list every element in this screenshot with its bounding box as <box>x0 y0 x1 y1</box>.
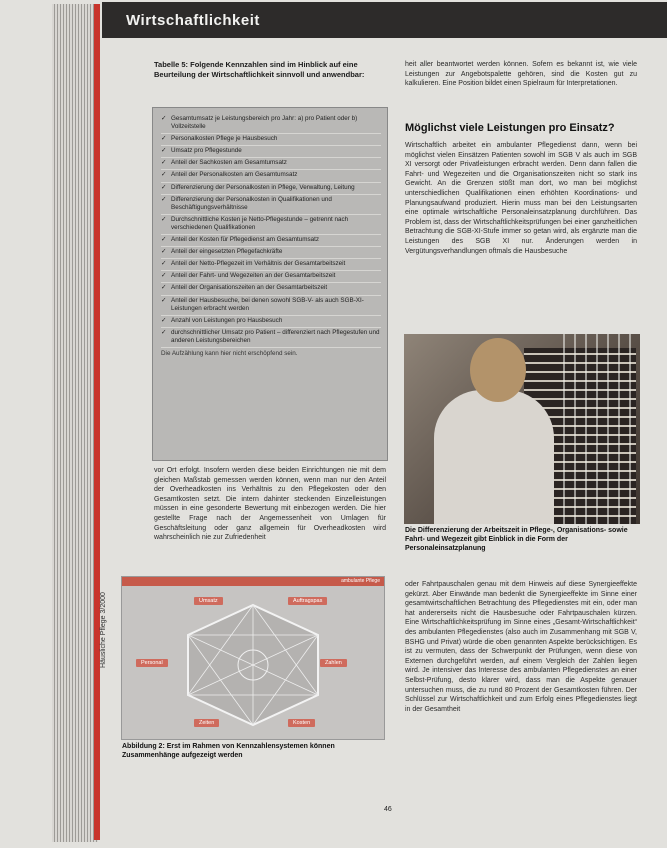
table-list-item: ✓ Umsatz pro Pflegestunde <box>161 146 381 158</box>
table-footer: Die Aufzählung kann hier nicht erschöpfend sein. <box>161 349 298 357</box>
table-list-item: ✓ Anteil der Kosten für Pflegedienst am Gesamtumsatz <box>161 235 381 247</box>
diagram-label-auftrag: Auftragspas <box>288 597 327 605</box>
right-body-text-3: oder Fahrtpauschalen genau mit dem Hinweis auf diese Synergieeffekte gekürzt. Aber Einwände man bedenkt die Synergieeffekte im Sinne einer gesamtwirtschaftlichen Betrachtung des Pflegedienstes mit ein, oder man hat andererseits nicht die Hausbesuche oder Fahrtpauschalen kürzen. Eine Wirtschaftlichkeitsprüfung im Sinne eines „Gesamt-Wirtschaftlichkeit“ des ambulanten Pflegedienstes (also auch im Zusammenhang mit SGB V, BSHG und Privat) würde die oben genannten Aspekte berücksichtigen. Es ist zu vermuten, dass der Schwerpunkt der Prüfungen, wenn diese von Externen durchgeführt werden, auf einem Vergleich der Zahlen liegen wird. Je intensiver das Interesse des ambulanten Pflegedienstes an einer Selbst-Prüfung, desto klarer wird, dass man die Aspekte genauer untersuchen muss, die zu rund 80 Prozent der Gesamtkosten führen. Der Schlüssel zur Wirtschaftlichkeit und zum Erfolg eines Pflegedienstes liegt in der Gesamtheit <box>405 581 637 713</box>
page-stack-edge <box>52 4 98 842</box>
table-list-item: ✓ Anteil der Netto-Pflegezeit im Verhältnis der Gesamtarbeitszeit <box>161 259 381 271</box>
page-number: 46 <box>384 806 392 813</box>
diagram-caption: Abbildung 2: Erst im Rahmen von Kennzahlensystemen können Zusammenhänge aufgezeigt werden <box>122 743 335 759</box>
red-edge-tab <box>94 4 100 840</box>
diagram-label-zahlen: Zahlen <box>320 659 347 667</box>
diagram-label-umsatz: Umsatz <box>194 597 223 605</box>
table-list-item: ✓ durchschnittlicher Umsatz pro Patient – differenziert nach Pflegestufen und anderen Leistungsbereichen <box>161 328 381 348</box>
person-figure <box>434 390 554 524</box>
diagram-label-kosten: Kosten <box>288 719 315 727</box>
planning-board-cards <box>554 334 640 524</box>
table-title: Tabelle 5: Folgende Kennzahlen sind im Hinblick auf eine Beurteilung der Wirtschaftlichkeit sinnvoll und anwendbar: <box>154 60 365 79</box>
kennzahlen-table <box>152 107 388 461</box>
table-list <box>153 108 387 348</box>
hexagon-graphic <box>122 577 384 739</box>
kennzahlen-diagram <box>121 576 385 740</box>
diagram-label-zeiten: Zeiten <box>194 719 219 727</box>
left-body-text: vor Ort erfolgt. Insofern werden diese beiden Einrichtungen nie mit dem gleichen Maßstab gemessen werden können, wenn man nur den Anteil der Overheadkosten ins Verhältnis zu den Pflegekosten oder den Gesamtkosten setzt. Die intern dahinter steckenden Einzelleistungen müssen in eine gesonderte Bewertung mit einbezogen werden. Die hier gestellte Frage nach der Angemessenheit von Umlagen für Geschäftsleitung oder ganz allgemein für Overheadkosten wird wahrscheinlich nie zur Zufriedenheit <box>154 467 386 542</box>
table-list-item: ✓ Anteil der Fahrt- und Wegezeiten an der Gesamtarbeitszeit <box>161 271 381 283</box>
right-body-text-1: heit aller beantwortet werden können. Sofern es bekannt ist, wie viele Leistungen zur Angebotspalette gehören, sind die Kosten gut zu kalkulieren. Eine Position bildet einen Spielraum für Interpretationen. <box>405 61 637 88</box>
table-list-item: ✓ Anzahl von Leistungen pro Hausbesuch <box>161 316 381 328</box>
table-list-item: ✓ Anteil der Organisationszeiten an der Gesamtarbeitszeit <box>161 283 381 295</box>
image-credit: Häusliche Pflege 3/2000 <box>100 592 107 668</box>
right-body-text-2: Wirtschaftlich arbeitet ein ambulanter Pflegedienst dann, wenn bei möglichst vielen Einsätzen Patienten sowohl im SGB V als auch im SGB XI versorgt oder Privatleistungen erbracht werden. Denn dann fallen die Fahrt- und Wegezeiten und die Organisationszeiten nicht so stark ins Gewicht. An die Grenzen stößt man dort, wo man bei möglichst unterschiedlichen Qualifikationen einen erhöhten Koordinations- und Planungsaufwand produziert. Hierin muss man bei den Leistungsarten eine optimale wirtschaftliche Personaleinsatzplanung durchführen. Das Problem ist, dass der Wirtschaftlichkeitsprüfungen bei einer ganzheitlichen Betrachtung die SGB-XI-Stufe immer so getan wird, als ergänzte man die Leistungen des SGB XI nur. Änderungen werden in Vergütungsverhandlungen oftmals die Hausbesuche <box>405 142 637 255</box>
nurse-photo <box>404 334 640 524</box>
section-heading: Möglichst viele Leistungen pro Einsatz? <box>405 122 615 134</box>
table-list-item: ✓ Anteil der eingesetzten Pflegefachkräfte <box>161 247 381 259</box>
person-head <box>470 338 526 402</box>
table-list-item: ✓ Differenzierung der Personalkosten in Pflege, Verwaltung, Leitung <box>161 183 381 195</box>
table-list-item: ✓ Durchschnittliche Kosten je Netto-Pflegestunde – getrennt nach verschiedenen Qualifikationen <box>161 215 381 235</box>
photo-caption: Die Differenzierung der Arbeitszeit in Pflege-, Organisations- sowie Fahrt- und Wegezeit gibt Einblick in die Form der Personaleinsatzplanung <box>405 527 628 552</box>
diagram-label-personal: Personal <box>136 659 168 667</box>
table-list-item: ✓ Anteil der Hausbesuche, bei denen sowohl SGB-V- als auch SGB-XI-Leistungen erbracht werden <box>161 296 381 316</box>
page-title: Wirtschaftlichkeit <box>126 12 260 29</box>
table-list-item: ✓ Anteil der Personalkosten am Gesamtumsatz <box>161 170 381 182</box>
table-list-item: ✓ Differenzierung der Personalkosten in Qualifikationen und Beschäftigungsverhältnisse <box>161 195 381 215</box>
table-list-item: ✓ Gesamtumsatz je Leistungsbereich pro Jahr: a) pro Patient oder b) Vollzeitstelle <box>161 114 381 134</box>
table-list-item: ✓ Anteil der Sachkosten am Gesamtumsatz <box>161 158 381 170</box>
table-list-item: ✓ Personalkosten Pflege je Hausbesuch <box>161 134 381 146</box>
diagram-header: ambulante Pflege <box>122 577 384 586</box>
